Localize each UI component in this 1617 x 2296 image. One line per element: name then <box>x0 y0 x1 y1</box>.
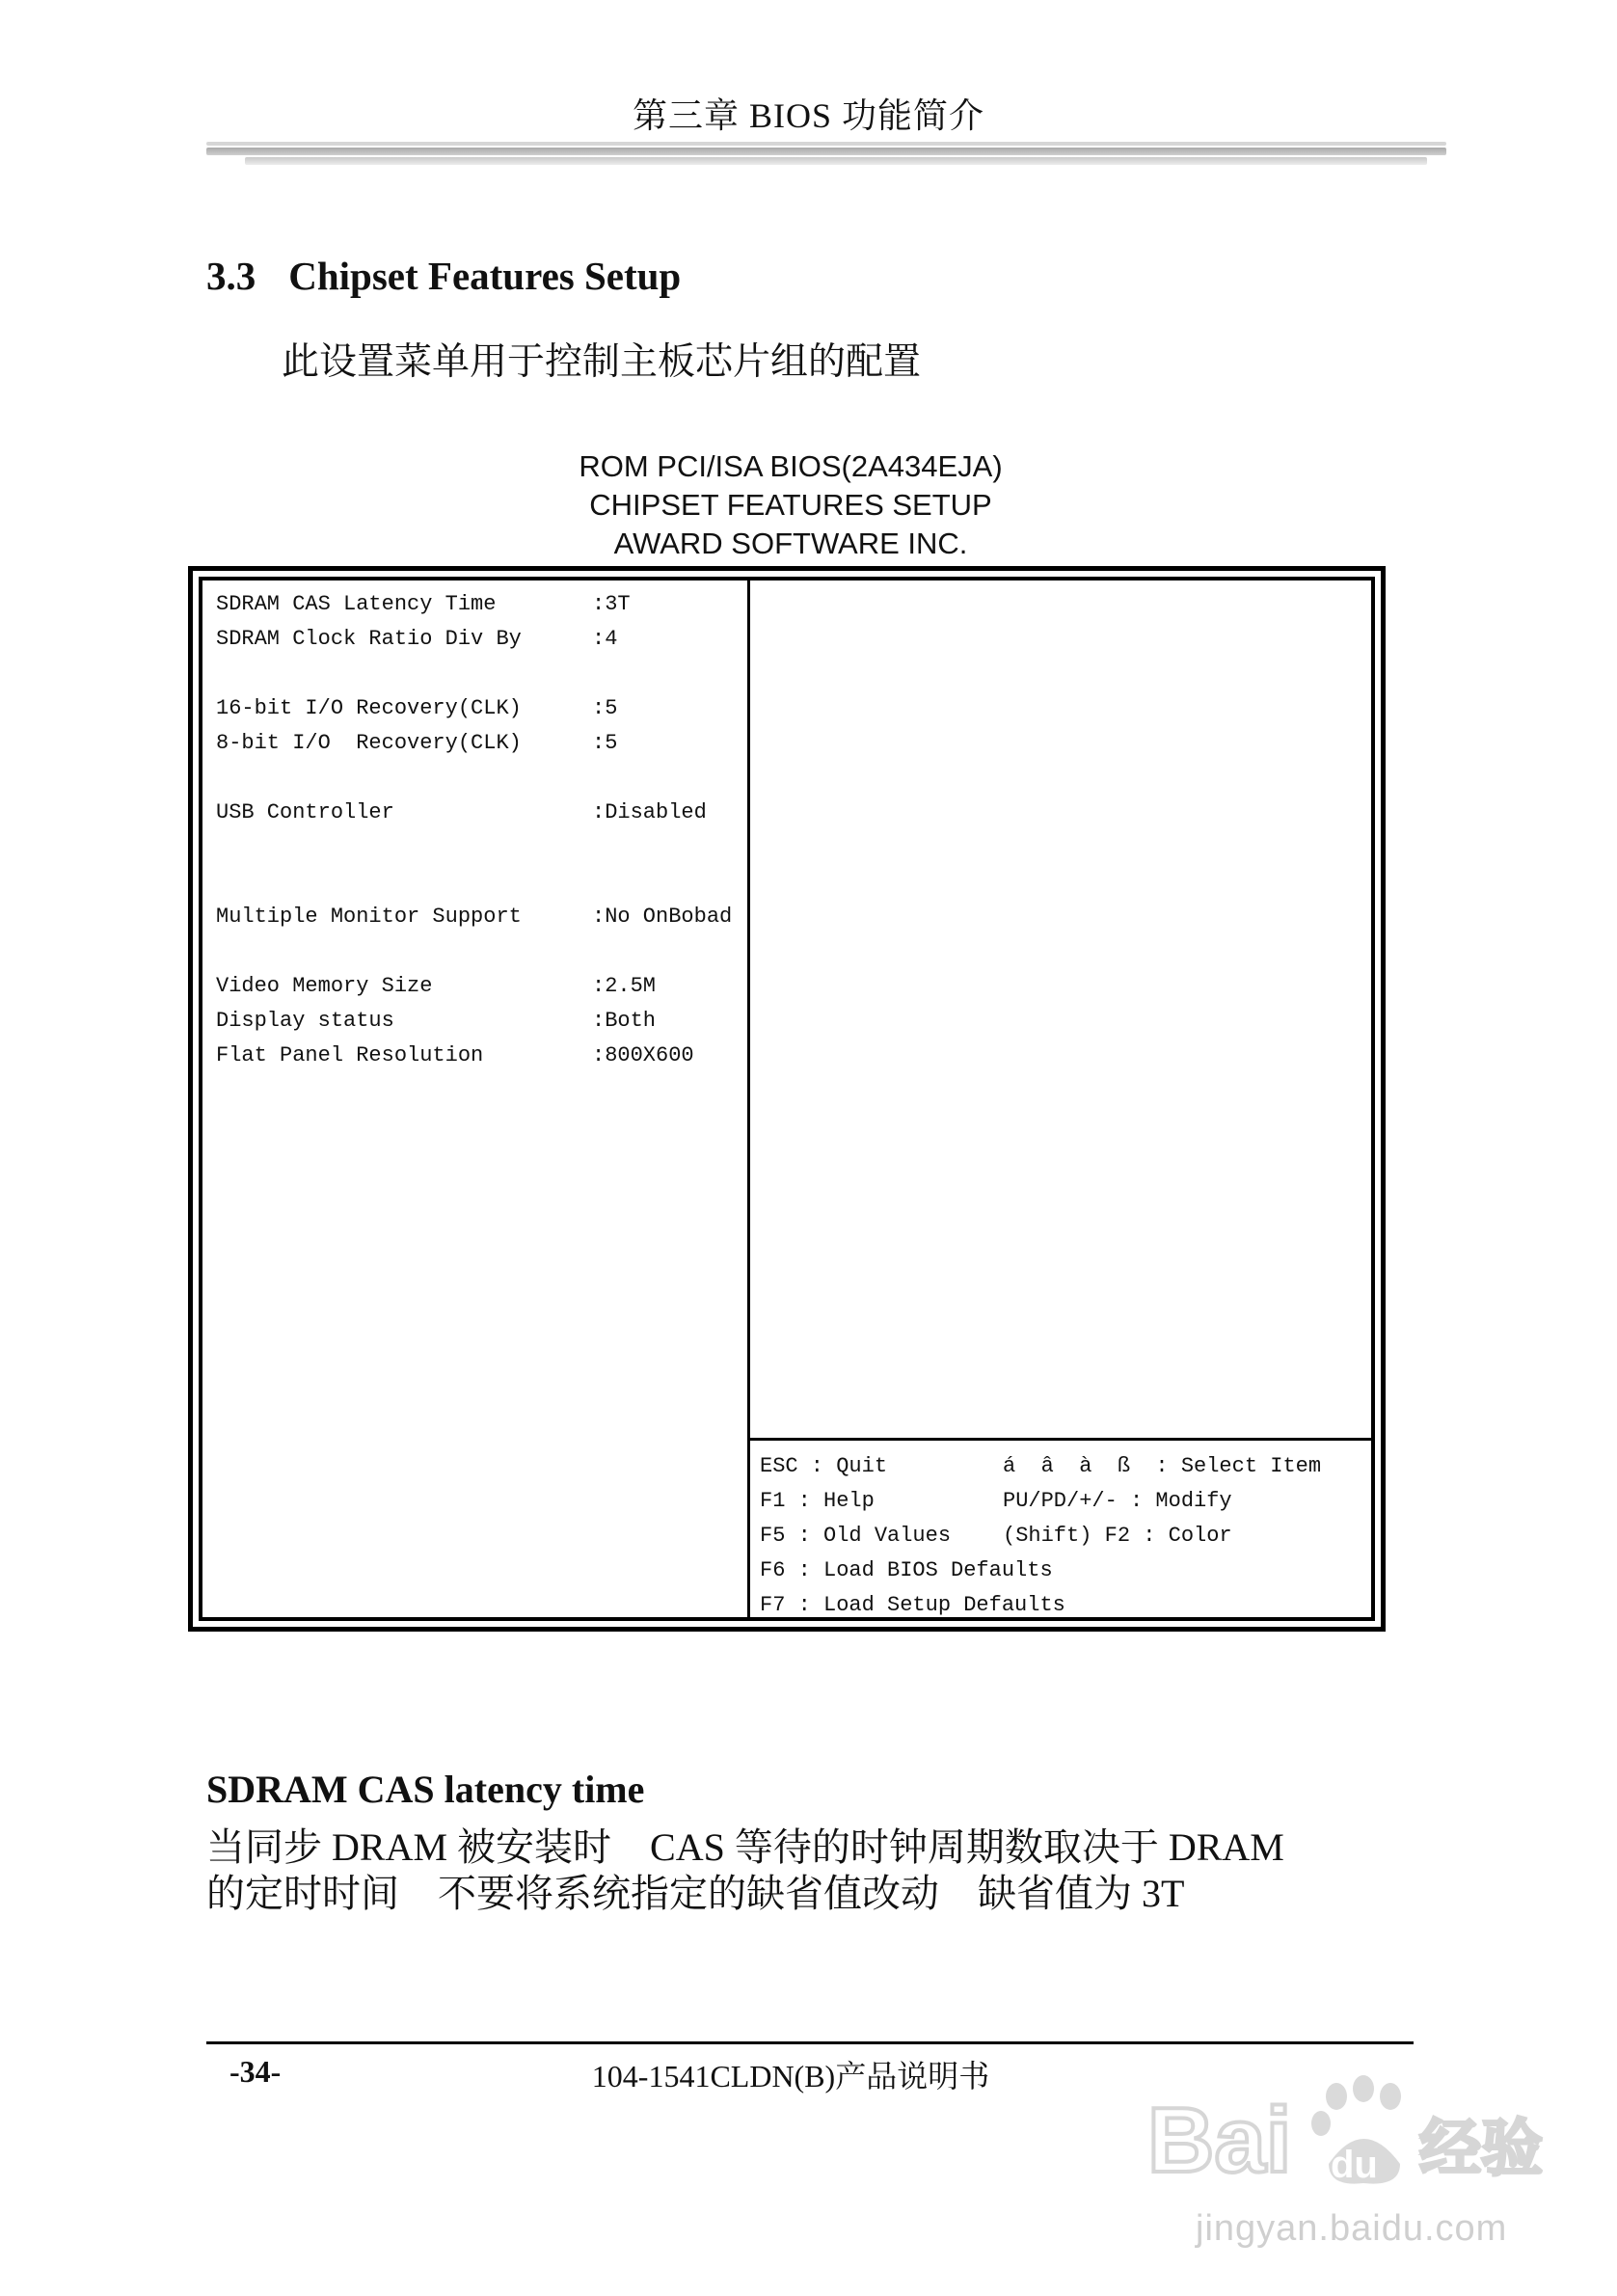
description-text: 的定时时间 不要将系统指定的缺省值改动 缺省值为 3T <box>206 1872 1185 1915</box>
description-title: SDRAM CAS latency time <box>206 1768 645 1811</box>
key-help-left: F6 : Load BIOS Defaults <box>760 1558 1053 1582</box>
setting-value: :5 <box>592 731 618 755</box>
page-number: -34- <box>229 2054 282 2089</box>
svg-text:du: du <box>1331 2144 1378 2186</box>
svg-text:Bai: Bai <box>1147 2089 1292 2192</box>
key-help-right: PU/PD/+/- : Modify <box>1003 1489 1232 1513</box>
setting-value: :Disabled <box>592 800 707 824</box>
chapter-header: 第三章 BIOS 功能简介 <box>632 96 985 135</box>
setting-label: USB Controller <box>216 800 394 824</box>
key-help-right: á â à ß : Select Item <box>1003 1454 1322 1478</box>
setting-value: :5 <box>592 696 618 720</box>
setting-value: :2.5M <box>592 974 657 998</box>
setting-label: SDRAM CAS Latency Time <box>216 592 497 616</box>
key-help-left: F7 : Load Setup Defaults <box>760 1593 1065 1617</box>
section-heading <box>206 253 681 299</box>
bios-help-divider <box>750 1438 1371 1441</box>
bios-column-divider <box>747 581 750 1617</box>
bios-setting-row <box>216 729 618 758</box>
setting-label: Multiple Monitor Support <box>216 905 522 929</box>
bios-caption-line: CHIPSET FEATURES SETUP <box>589 488 992 522</box>
description-text: 当同步 DRAM 被安装时 CAS 等待的时钟周期数取决于 DRAM <box>206 1825 1284 1869</box>
setting-value: :800X600 <box>592 1043 694 1067</box>
baidu-watermark <box>1147 2064 1552 2256</box>
bios-key-row <box>760 1522 1232 1551</box>
watermark-url: jingyan.baidu.com <box>1196 2208 1508 2249</box>
bios-caption-line: AWARD SOFTWARE INC. <box>613 527 968 560</box>
setting-label: Video Memory Size <box>216 974 433 998</box>
bios-key-row <box>760 1591 1065 1620</box>
setting-label: Flat Panel Resolution <box>216 1043 484 1067</box>
section-title: Chipset Features Setup <box>288 254 682 298</box>
bios-setting-row <box>216 1007 657 1036</box>
section-number: 3.3 <box>206 254 256 298</box>
bios-caption-line: ROM PCI/ISA BIOS(2A434EJA) <box>579 449 1003 483</box>
bios-key-row <box>760 1487 1232 1516</box>
setting-label: SDRAM Clock Ratio Div By <box>216 627 522 651</box>
setting-value: :No OnBobad <box>592 905 733 929</box>
key-help-left: ESC : Quit <box>760 1454 888 1478</box>
setting-label: 16-bit I/O Recovery(CLK) <box>216 696 522 720</box>
key-help-right: (Shift) F2 : Color <box>1003 1524 1232 1548</box>
section-intro: 此设置菜单用于控制主板芯片组的配置 <box>282 341 922 383</box>
bios-setting-row <box>216 903 733 932</box>
bios-screen <box>188 566 1386 1632</box>
setting-value: :4 <box>592 627 618 651</box>
bios-setting-row <box>216 625 618 654</box>
setting-value: :Both <box>592 1009 657 1033</box>
footer-rule <box>206 2041 1414 2044</box>
bios-setting-row <box>216 694 618 723</box>
bios-screen-caption <box>0 447 1581 563</box>
bios-setting-row <box>216 590 631 619</box>
bios-setting-row <box>216 1041 694 1070</box>
baidu-paw-logo-icon <box>1147 2064 1552 2199</box>
svg-text:经验: 经验 <box>1419 2114 1543 2185</box>
setting-label: 8-bit I/O Recovery(CLK) <box>216 731 522 755</box>
header-rule <box>206 140 1446 175</box>
bios-setting-row <box>216 972 657 1001</box>
document-name: 104-1541CLDN(B)产品说明书 <box>591 2059 990 2093</box>
bios-setting-row <box>216 798 707 827</box>
key-help-left: F5 : Old Values <box>760 1524 952 1548</box>
key-help-left: F1 : Help <box>760 1489 875 1513</box>
bios-key-row <box>760 1556 1053 1585</box>
setting-value: :3T <box>592 592 631 616</box>
bios-screen-inner <box>199 577 1375 1621</box>
bios-key-row <box>760 1452 1322 1481</box>
setting-label: Display status <box>216 1009 394 1033</box>
